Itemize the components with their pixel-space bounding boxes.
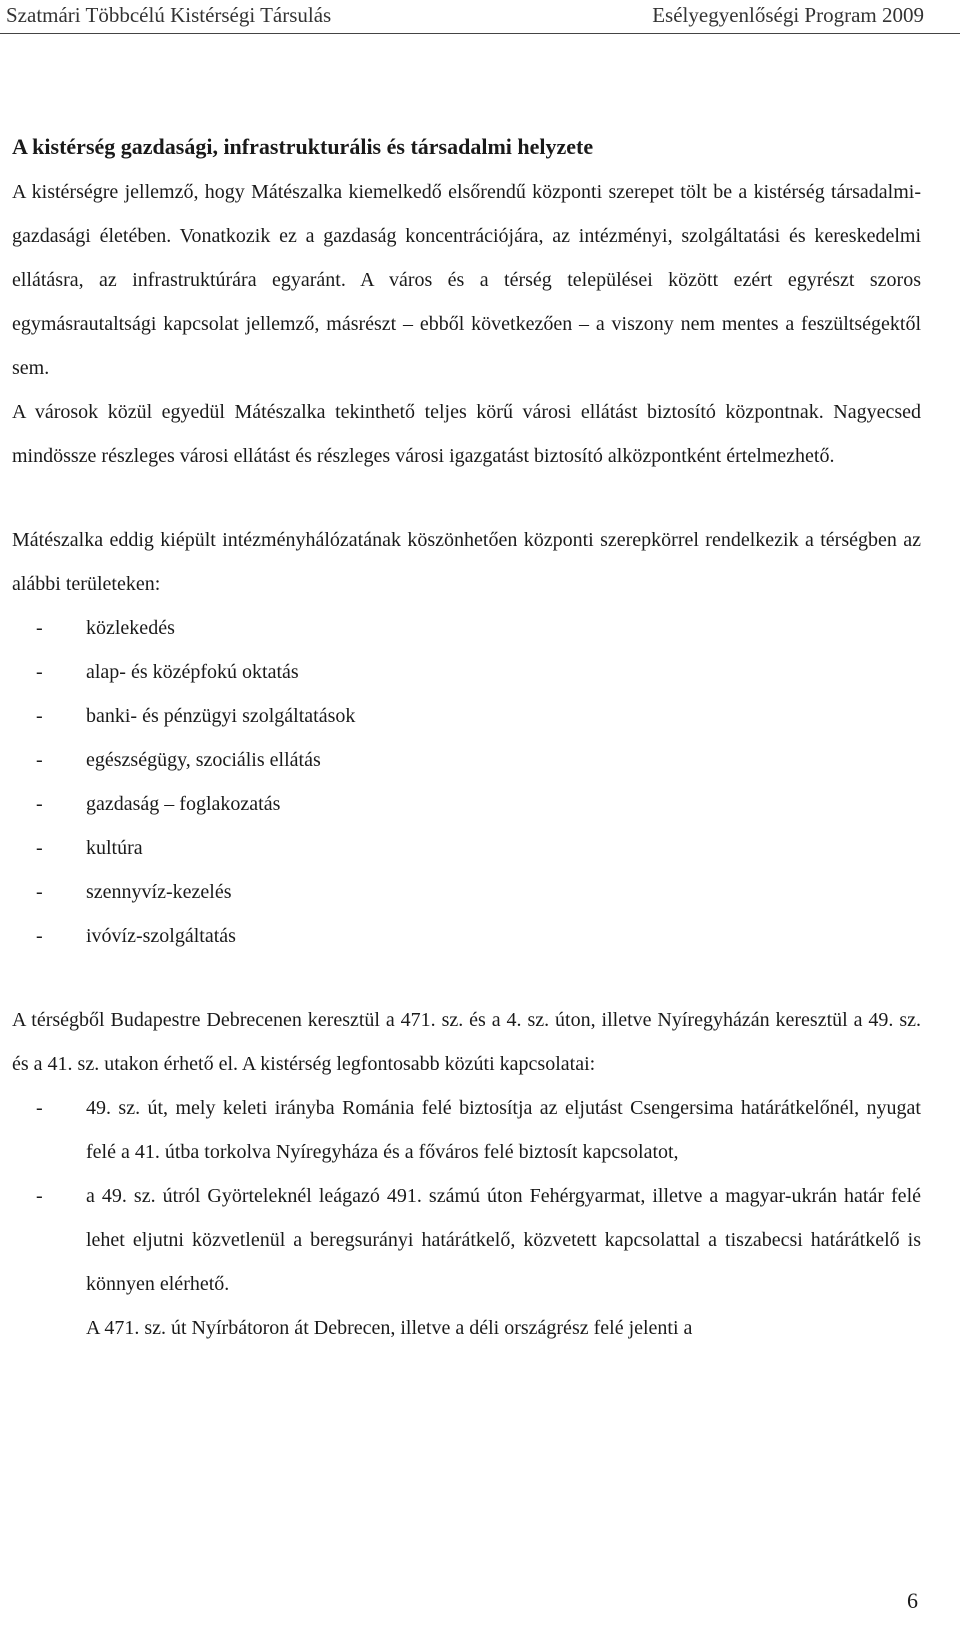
list-item-text: alap- és középfokú oktatás [86,661,299,683]
list-dash: - [36,881,43,903]
list-dash: - [36,705,43,727]
spacer [12,958,921,998]
list-item [12,738,921,782]
paragraph-transport: A térségből Budapestre Debrecenen keresztül a 471. sz. és a 4. sz. úton, illetve Nyíregyházán keresztül a 49. sz. és a 41. sz. utakon érhető el. A kistérség legfontosabb közúti kapcsolatai: [12,1009,921,1075]
spacer [12,478,921,518]
list-item-text: egészségügy, szociális ellátás [86,749,321,771]
list-item-text: kultúra [86,837,143,859]
list-item [12,650,921,694]
list-item [12,1174,921,1306]
list-item-text: közlekedés [86,617,175,639]
roads-list [12,1086,921,1306]
list-item-text: szennyvíz-kezelés [86,881,232,903]
header-organization: Szatmári Többcélú Kistérségi Társulás [6,3,332,27]
list-dash: - [36,1185,43,1207]
list-dash: - [36,661,43,683]
list-item-text: a 49. sz. útról Györteleknél leágazó 491. számú úton Fehérgyarmat, illetve a magyar-ukrán határ felé lehet eljutni közvetlenül a beregsurányi határátkelő, közvetett kapcsolattal a tiszabecsi határátkelő is könnyen elérhető. [86,1185,921,1295]
list-item [12,870,921,914]
list-dash: - [36,617,43,639]
header-program: Esélyegyenlőségi Program 2009 [652,3,924,27]
page-number: 6 [907,1588,918,1613]
list-dash: - [36,749,43,771]
list-dash: - [36,837,43,859]
list-dash: - [36,925,43,947]
header-divider [0,33,960,34]
paragraph-central-role: A kistérségre jellemző, hogy Mátészalka kiemelkedő elsőrendű központi szerepet tölt be a kistérség társadalmi-gazdasági életében. Vonatkozik ez a gazdaság koncentrációjára, az intézményi, szolgáltatási és kereskedelmi ellátásra, az infrastruktúrára egyaránt. A város és a térség települései között ezért egyrészt szoros egymásrautaltsági kapcsolat jellemző, másrészt – ebből következően – a viszony nem mentes a feszültségektől sem. [12,181,921,379]
paragraph-institutions: Mátészalka eddig kiépült intézményhálózatának köszönhetően központi szerepkörrel rendelkezik a térségben az alábbi területeken: [12,529,921,595]
page-header [0,0,960,32]
list-item [12,826,921,870]
list-item [12,1086,921,1174]
document-body [12,124,921,1350]
paragraph-cities: A városok közül egyedül Mátészalka tekinthető teljes körű városi ellátást biztosító központnak. Nagyecsed mindössze részleges városi ellátást és részleges városi igazgatást biztosító alközpontként értelmezhető. [12,401,921,467]
list-item [12,914,921,958]
areas-list [12,606,921,958]
list-item-text: 49. sz. út, mely keleti irányba Románia felé biztosítja az eljutást Csengersima határátkelőnél, nyugat felé a 41. útba torkolva Nyíregyháza és a főváros felé biztosít kapcsolatot, [86,1097,921,1163]
list-item [12,606,921,650]
list-dash: - [36,793,43,815]
list-item [12,782,921,826]
section-title: A kistérség gazdasági, infrastrukturális és társadalmi helyzete [12,134,594,159]
list-item [12,694,921,738]
list-dash: - [36,1097,43,1119]
paragraph-road-471: A 471. sz. út Nyírbátoron át Debrecen, illetve a déli országrész felé jelenti a [86,1317,693,1339]
list-item-text: ivóvíz-szolgáltatás [86,925,236,947]
list-item-text: gazdaság – foglakozatás [86,793,281,815]
list-item-text: banki- és pénzügyi szolgáltatások [86,705,356,727]
